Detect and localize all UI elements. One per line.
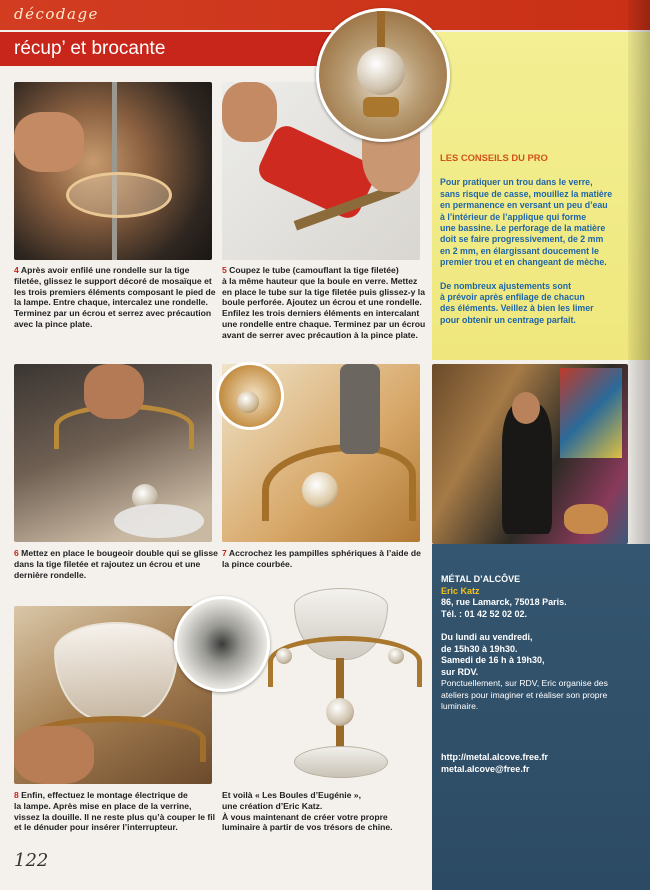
photo-step-6 [14,364,212,542]
note-line: ateliers pour imaginer et réaliser son propre [441,689,608,700]
pro-tips-paragraph-2 [440,281,626,327]
glass-ball [302,472,338,508]
shop-name: MÉTAL D’ALCÔVE [441,574,521,584]
craftsman-head [512,392,540,424]
hours-line: Samedi de 16 h à 19h30, [441,655,545,665]
photo-step-4 [14,82,212,260]
caption-line: Mettez en place le bougeoir double qui se glisse [21,548,218,558]
tip-line: Pour pratiquer un trou dans le verre, [440,177,593,188]
caption-line: Après avoir enfilé une rondelle sur la tige [20,265,190,275]
caption-line: boule perforée. Ajoutez un écrou et une rondelle. [222,297,422,308]
detail-inset-glass-ball [316,8,450,142]
caption-line: la pince courbée. [222,558,293,569]
pro-tips [440,152,626,326]
glass-ball [388,648,404,664]
caption-line: filetée, glissez le support décoré de mosaïque et [14,275,212,286]
caption-line: Accrochez les pampilles sphériques à l’aide de [228,548,421,558]
caption-step-8 [14,790,219,833]
street: 86, rue Lamarck, 75018 Paris. [441,597,567,607]
step-number: 7 [222,548,227,558]
caption-line: les trois premiers éléments composant le pied de [14,286,216,297]
email-link[interactable]: metal.alcove@free.fr [441,764,530,774]
caption-line: et le dénuder pour insérer l’interrupteur. [14,822,178,833]
caption-step-7 [222,548,427,570]
glass-support [66,172,172,218]
caption-line: Et voilà « Les Boules d’Eugénie », [222,790,361,800]
tip-line: une bassine. Le perforage de la matière [440,223,606,234]
brass-stem [377,11,385,47]
caption-line: Coupez le tube (camouflant la tige filetée) [229,265,399,275]
hand [84,364,144,419]
caption-step-4 [14,265,214,330]
brass-arm [262,444,416,521]
caption-line: la lampe. Entre chaque, intercalez une rondelle. [14,297,208,308]
tip-line: en 2 mm, en élargissant doucement le [440,245,599,256]
threaded-rod [112,82,117,260]
hand [222,82,277,142]
glass-base [114,504,204,538]
hand [14,112,84,172]
hand [14,726,94,784]
cat [564,504,608,534]
glass-ball [357,47,405,95]
glass-ball [276,648,292,664]
painting [560,368,622,458]
tip-line: pour obtenir un centrage parfait. [440,314,576,325]
caption-step-6 [14,548,219,580]
tip-line: des éléments. Veillez à bien les limer [440,303,594,314]
detail-inset-pampille [216,362,284,430]
hours-line: Du lundi au vendredi, [441,632,533,642]
caption-final [222,790,427,833]
tip-line: sans risque de casse, mouillez la matière [440,188,613,199]
tip-line: en permanence en versant un peu d’eau [440,200,608,211]
note-line: luminaire. [441,701,479,711]
step-number: 6 [14,548,19,558]
caption-line: à la même hauteur que la boule en verre. Mettez [222,275,418,286]
caption-step-5 [222,265,427,341]
glass-ball [326,698,354,726]
caption-line: dernière rondelle. [14,569,87,580]
caption-line: Enfin, effectuez le montage électrique de [21,790,188,800]
pro-tips-title: LES CONSEILS DU PRO [440,152,548,163]
rubric-title: récup’ et brocante [14,38,166,59]
glass-ball [237,391,259,413]
website-link[interactable]: http://metal.alcove.free.fr [441,752,549,762]
hours-line: sur RDV. [441,666,479,677]
tip-line: à prévoir après enfilage de chacun [440,292,585,303]
brass-base [363,97,399,117]
pliers [340,364,380,454]
caption-line: avec la pince plate. [14,318,93,329]
caption-line: avant de serrer avec précaution à la pince plate. [222,329,418,340]
phone: Tél. : 01 42 52 02 02. [441,608,528,619]
caption-line: Terminez par un écrou et serrez avec précaution [14,308,212,319]
caption-line: en place le tube sur la tige filetée puis glissez-y la [222,286,425,297]
caption-line: Enfilez les trois derniers éléments en intercalant [222,308,420,319]
caption-line: une création d’Eric Katz. [222,800,323,811]
note-line: Ponctuellement, sur RDV, Eric organise des [441,678,608,688]
tip-line: doit se faire progressivement, de 2 mm [440,234,604,245]
caption-line: dans la tige filetée et rajoutez un écrou et une [14,558,201,569]
caption-line: À vous maintenant de créer votre propre [222,811,388,822]
step-number: 8 [14,790,19,800]
pro-tips-paragraph-1 [440,177,626,268]
caption-line: luminaire à partir de vos trésors de chine. [222,822,393,833]
glass-shade [54,622,178,721]
step-number: 5 [222,265,227,275]
hours-line: de 15h30 à 19h30. [441,643,518,654]
caption-line: vissez la douille. Il ne reste plus qu’à couper le fil [14,811,216,822]
glass-base [294,746,388,778]
person-name: Eric Katz [441,585,480,596]
step-number: 4 [14,265,19,275]
section-label: décodage [14,5,99,23]
tip-line: à l’intérieur de l’applique qui forme [440,211,587,222]
workshop-note [441,678,631,713]
caption-line: la lampe. Après mise en place de la verrine, [14,800,192,811]
page-number: 122 [14,850,49,871]
photo-workshop [432,364,628,544]
address-block [441,574,631,713]
photo-finished-lamp [250,588,430,788]
opening-hours [441,632,631,678]
caption-line: une rondelle entre chaque. Terminez par un écrou [222,318,426,329]
tip-line: premier trou et en changeant de mèche. [440,257,607,268]
tip-line: De nombreux ajustements sont [440,280,572,291]
